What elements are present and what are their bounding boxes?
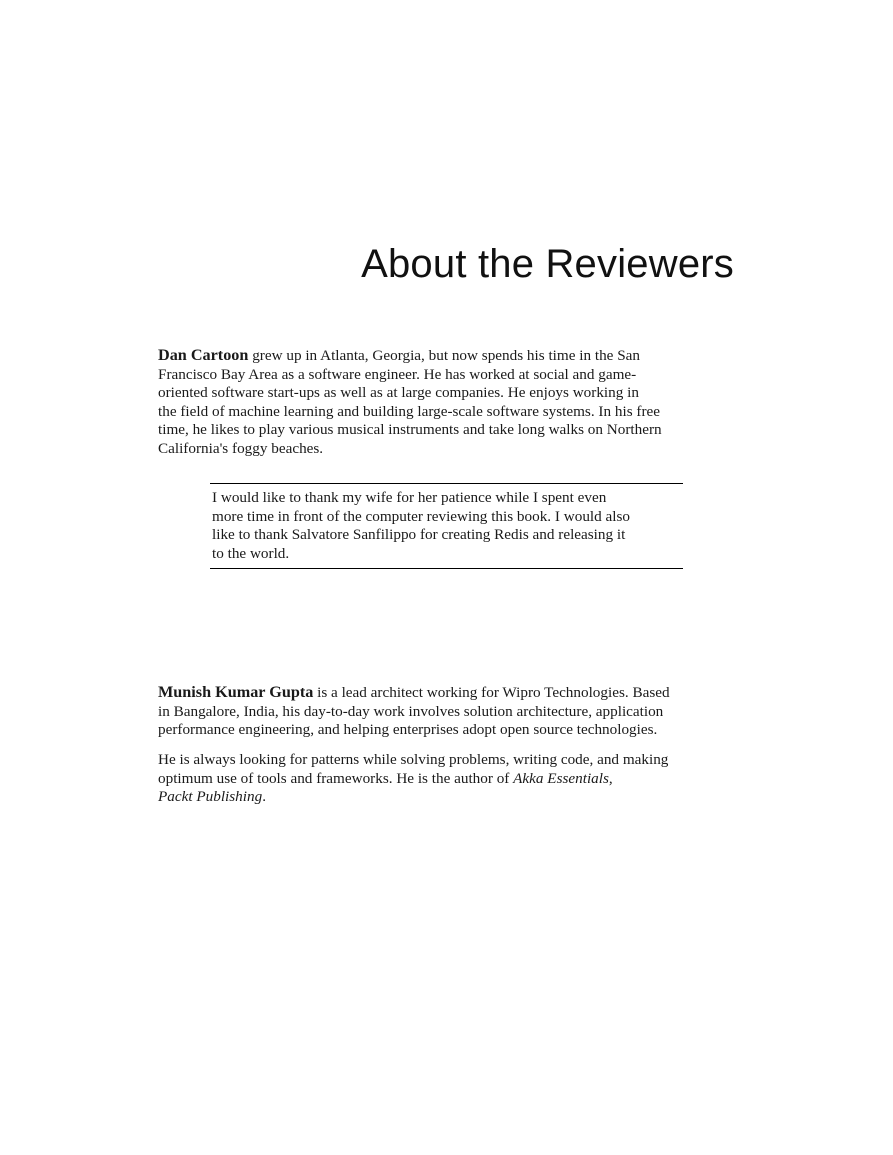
bio-line [158, 346, 734, 366]
book-title: Akka Essentials [513, 769, 609, 787]
reviewer-name: Dan Cartoon [158, 346, 249, 364]
bio-line: in Bangalore, India, his day-to-day work involves solution architecture, application [158, 702, 664, 720]
bio-line: the field of machine learning and building large-scale software systems. In his free [158, 402, 661, 420]
reviewer-bio-dan-cartoon [158, 346, 734, 458]
acknowledgement-text [212, 489, 682, 563]
reviewer-bio-munish-kumar-gupta [158, 683, 734, 740]
page-title: About the Reviewers [361, 242, 734, 286]
punctuation: , [608, 769, 613, 787]
bio-line: performance engineering, and helping enterprises adopt open source technologies. [158, 721, 658, 738]
bio-line [158, 683, 734, 703]
punctuation: . [262, 788, 266, 805]
bio-line: He is always looking for patterns while solving problems, writing code, and making [158, 751, 669, 768]
bio-text: optimum use of tools and frameworks. He is the author of [158, 769, 514, 787]
bio-line: oriented software start-ups as well as at large companies. He enjoys working in [158, 384, 639, 401]
reviewer-name: Munish Kumar Gupta [158, 683, 314, 701]
bio-line: time, he likes to play various musical instruments and take long walks on Northern [158, 421, 662, 438]
bio-line [158, 770, 734, 789]
bio-line: California's foggy beaches. [158, 439, 324, 457]
reviewer-bio-munish-kumar-gupta-continued [158, 751, 734, 807]
bio-line: Francisco Bay Area as a software engineer. He has worked at social and game- [158, 365, 637, 383]
bio-line [158, 788, 734, 807]
bio-text: is a lead architect working for Wipro Technologies. Based [313, 684, 670, 701]
acknowledgement-line: to the world. [212, 544, 290, 562]
acknowledgement-box [210, 483, 683, 569]
bio-text: grew up in Atlanta, Georgia, but now spends his time in the San [248, 347, 640, 364]
acknowledgement-line: more time in front of the computer reviewing this book. I would also [212, 507, 630, 525]
acknowledgement-line: like to thank Salvatore Sanfilippo for creating Redis and releasing it [212, 526, 626, 543]
publisher-name: Packt Publishing [158, 788, 263, 805]
acknowledgement-line: I would like to thank my wife for her patience while I spent even [212, 489, 607, 506]
